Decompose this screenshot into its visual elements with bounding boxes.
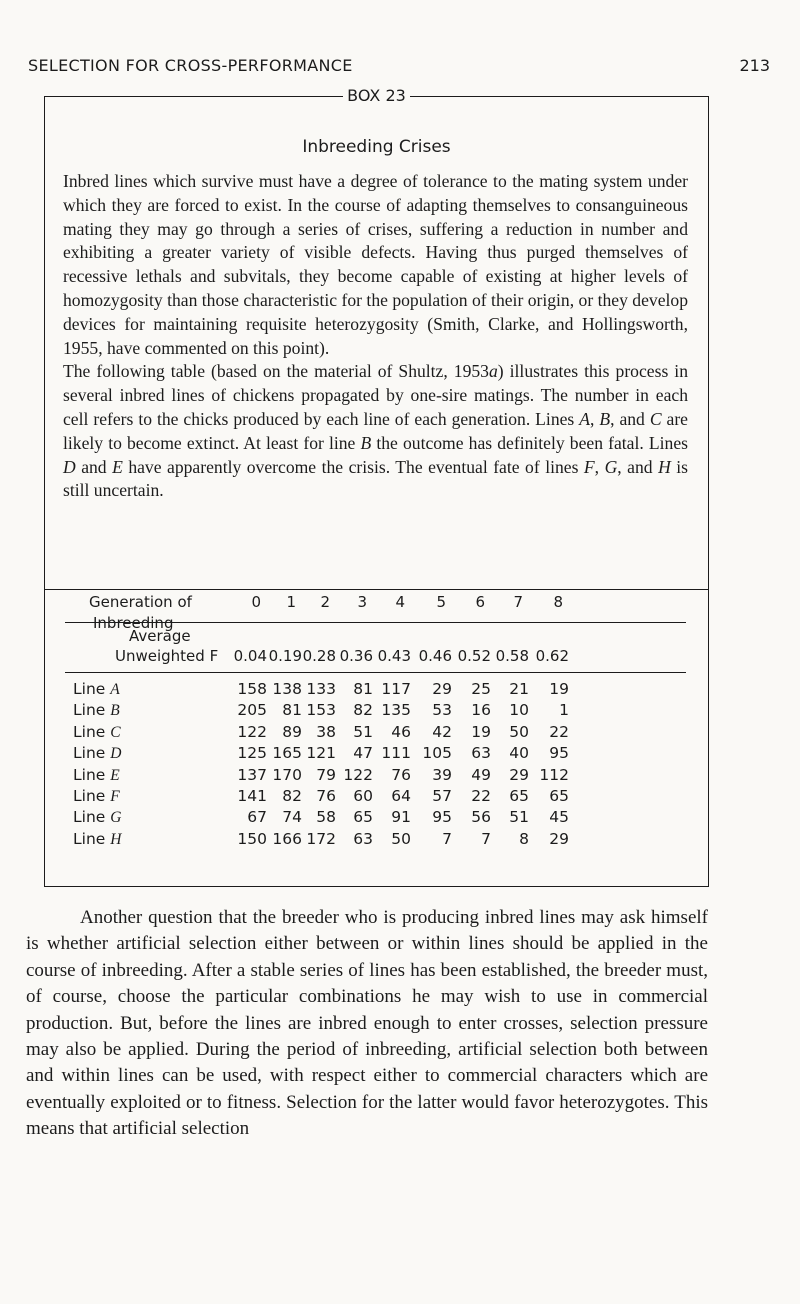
table-cell: 166 [272,829,302,848]
line-prefix: Line [73,765,111,784]
line-label [73,830,121,849]
table-cell: 51 [509,808,529,827]
gen-header-2: Inbreeding [93,614,174,632]
table-cell: 45 [549,808,569,827]
table-cell: 76 [316,787,336,805]
table-cell: 51 [353,722,373,741]
avg-f-value: 0.36 [339,647,373,665]
box-paragraph: The following table (based on the material of Shultz, 1953a) illustrates this process in several inbred lines of chickens propagated by one-sire matings. The number in each cell refers to the chicks produced by each line of each generation. Lines A, B, and C are likely to become extinct. At least for line B the outcome has definitely been fatal. Lines D and E have apparently overcome the crisis. The eventual fate of lines F, G, and H is still uncertain. [63,361,689,501]
table-cell: 105 [422,744,452,763]
table-cell: 19 [549,680,569,698]
generation-number: 2 [320,593,330,611]
table-cell: 64 [391,787,411,805]
avg-f-value: 0.43 [377,647,411,665]
table-cell: 1 [559,701,569,720]
table-cell: 16 [471,701,491,720]
table-cell: 82 [282,787,302,805]
table-cell: 112 [539,765,569,784]
box-heading: Inbreeding Crises [302,137,451,157]
table-cell: 50 [509,722,529,741]
generation-number: 1 [286,593,296,611]
line-letter: C [110,723,121,741]
table-cell: 8 [519,829,529,848]
table-cell: 122 [237,722,267,741]
table-cell: 135 [381,701,411,720]
avg-f-value: 0.04 [233,647,267,665]
generation-number: 0 [251,593,261,611]
header-rule [65,622,686,623]
avg-rule [65,672,686,673]
avg-f-value: 0.46 [418,647,452,665]
table-cell: 7 [481,829,491,848]
table-cell: 56 [471,808,491,827]
table-cell: 29 [432,680,452,698]
table-cell: 29 [509,765,529,784]
generation-number: 5 [436,593,446,611]
table-cell: 63 [353,829,373,848]
line-letter: D [110,745,122,763]
table-cell: 22 [471,787,491,805]
table-cell: 7 [442,829,452,848]
table-cell: 141 [237,787,267,805]
table-cell: 60 [353,787,373,805]
avg-f-value: 0.19 [268,647,302,665]
gen-header: Generation of [89,593,192,611]
table-cell: 29 [549,829,569,848]
line-prefix: Line [73,680,111,698]
table-cell: 165 [272,744,302,763]
line-label [73,787,120,806]
line-prefix: Line [73,722,111,741]
table-cell: 57 [432,787,452,805]
table-cell: 67 [247,808,267,827]
table-cell: 95 [549,744,569,763]
table-cell: 170 [272,765,302,784]
table-cell: 40 [509,744,529,763]
table-cell: 49 [471,765,491,784]
table-cell: 117 [381,680,411,698]
table-cell: 137 [237,765,267,784]
avg-f-value: 0.62 [535,647,569,665]
table-cell: 65 [549,787,569,805]
line-prefix: Line [73,829,111,848]
table-cell: 138 [272,680,302,698]
table-cell: 133 [306,680,336,698]
table-cell: 25 [471,680,491,698]
table-cell: 21 [509,680,529,698]
page-number: 213 [739,56,770,75]
table-cell: 121 [306,744,336,763]
body-text [26,905,708,1143]
avg-label-2: Unweighted F [115,647,219,665]
avg-f-value: 0.28 [302,647,336,665]
line-label [73,680,120,699]
avg-f-value: 0.58 [495,647,529,665]
box-paragraph: Inbred lines which survive must have a degree of tolerance to the mating system under which they are forced to exist. In the course of adapting themselves to consanguineous mating they may go through a series of crises, suffering a reduction in number and exhibiting a greater variety of visible defects. Having thus purged themselves of recessive lethals and subvitals, they become capable of existing at higher levels of homozygosity than those characteristic for the population of their origin, or they develop devices for maintaining requisite heterozygosity (Smith, Clarke, and Hollingsworth, 1955, have commented on this point). [63,171,688,358]
table-cell: 122 [343,765,373,784]
running-head [28,56,770,80]
line-label [73,808,121,827]
line-label [73,723,121,742]
table-cell: 39 [432,765,452,784]
running-title: SELECTION FOR CROSS-PERFORMANCE [28,56,353,75]
line-prefix: Line [73,808,111,827]
line-letter: G [110,809,122,827]
line-letter: B [110,702,120,720]
line-letter: H [110,830,122,848]
table-cell: 95 [432,808,452,827]
table-cell: 89 [282,722,302,741]
table-cell: 42 [432,722,452,741]
table-cell: 50 [391,829,411,848]
box-label [45,86,708,105]
table-cell: 81 [353,680,373,698]
box-label-text: BOX 23 [343,86,410,105]
table-cell: 91 [391,808,411,827]
table-top-rule [45,589,708,590]
table-cell: 53 [432,701,452,720]
line-letter: F [110,788,120,805]
table-cell: 65 [509,787,529,805]
generation-number: 7 [513,593,523,611]
table-cell: 82 [353,701,373,720]
generation-number: 4 [395,593,405,611]
table-cell: 111 [381,744,411,763]
inbreeding-crises-box [44,86,709,887]
table-cell: 58 [316,808,336,827]
table-cell: 76 [391,765,411,784]
table-cell: 65 [353,808,373,827]
line-prefix: Line [73,744,111,763]
line-prefix: Line [73,787,111,805]
table-cell: 46 [391,722,411,741]
generation-number: 3 [357,593,367,611]
box-text [63,170,688,503]
line-prefix: Line [73,701,111,720]
avg-label: Average [129,627,191,645]
table-cell: 150 [237,829,267,848]
line-label [73,766,120,785]
table-cell: 172 [306,829,336,848]
line-letter: A [110,681,120,698]
line-letter: E [110,766,120,784]
line-label [73,701,120,720]
table-cell: 79 [316,765,336,784]
table-cell: 81 [282,701,302,720]
table-cell: 19 [471,722,491,741]
line-label [73,744,121,763]
table-cell: 74 [282,808,302,827]
generation-number: 8 [553,593,563,611]
table-cell: 205 [237,701,267,720]
generation-number: 6 [475,593,485,611]
table-cell: 158 [237,680,267,698]
table-cell: 22 [549,722,569,741]
table-cell: 38 [316,722,336,741]
table-cell: 125 [237,744,267,763]
table-cell: 63 [471,744,491,763]
table-cell: 47 [353,744,373,763]
table-cell: 153 [306,701,336,720]
avg-f-value: 0.52 [457,647,491,665]
body-paragraph: Another question that the breeder who is producing inbred lines may ask himself is whether artificial selection either between or within lines should be applied in the course of inbreeding. After a stable series of lines has been established, the breeder must, of course, choose the particular combinations he may wish to use in commercial production. But, before the lines are inbred enough to enter crosses, selection pressure may also be applied. During the period of inbreeding, artificial selection both between and within lines can be used, with respect either to commercial characters which are eventually exploited or to fitness. Selection for the latter would favor heterozygotes. This means that artificial selection [26,907,708,1140]
table-cell: 10 [509,701,529,720]
